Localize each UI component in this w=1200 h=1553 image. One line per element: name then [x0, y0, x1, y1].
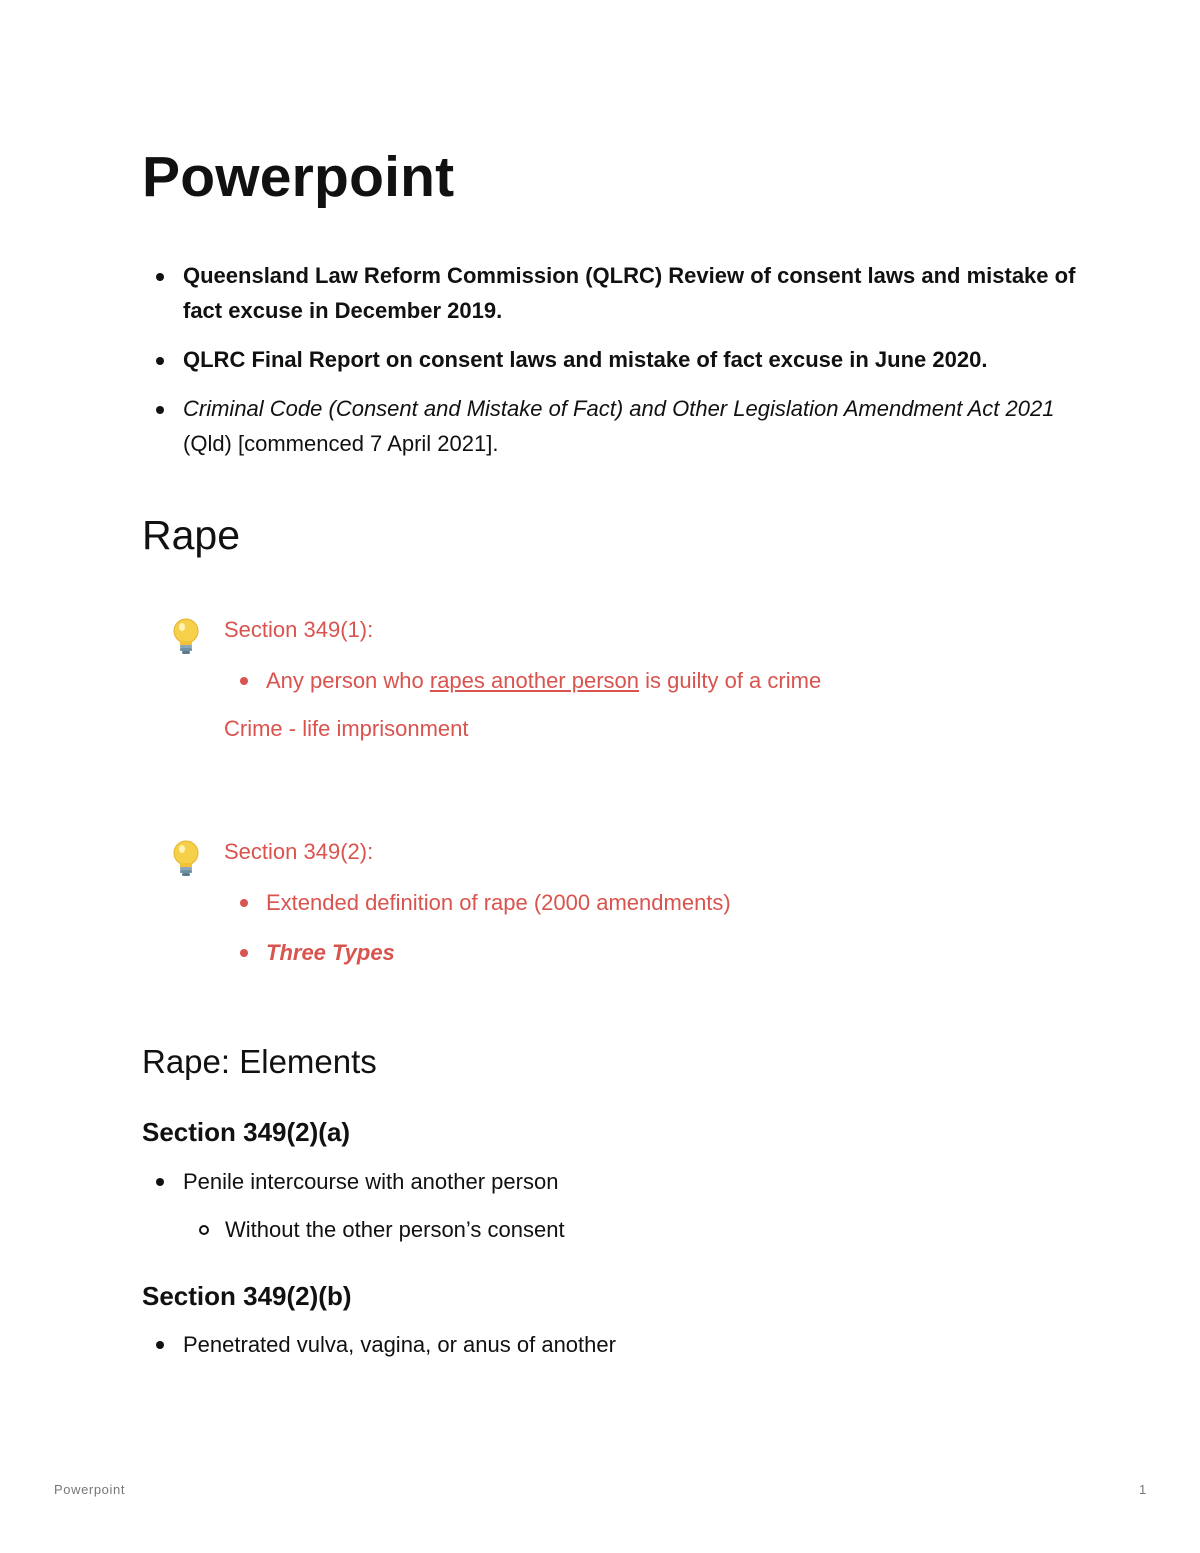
lightbulb-icon: [168, 838, 204, 878]
list-item: Penetrated vulva, vagina, or anus of another: [142, 1327, 616, 1363]
rape-heading: Rape: [142, 512, 241, 558]
elements-heading: Rape: Elements: [142, 1043, 377, 1080]
list-item: Penile intercourse with another person: [142, 1164, 565, 1200]
callout-list: [224, 885, 731, 985]
list-item: QLRC Final Report on consent laws and mistake of fact excuse in June 2020.: [142, 342, 1082, 377]
callout-heading: Section 349(1):: [224, 617, 374, 642]
list-item: Three Types: [224, 935, 731, 971]
section-heading: Section 349(2)(b): [142, 1281, 352, 1311]
intro-list: [142, 258, 1082, 475]
callout-list: [224, 663, 821, 713]
text-span: is guilty of a crime: [639, 668, 822, 693]
list-item: [224, 663, 821, 699]
callout-note: Crime - life imprisonment: [224, 716, 469, 741]
page-title: Powerpoint: [142, 145, 455, 209]
section-a-list: [142, 1164, 565, 1248]
act-title: Criminal Code (Consent and Mistake of Fact) and Other Legislation Amendment Act 2021: [183, 396, 1055, 421]
section-b-list: [142, 1327, 616, 1363]
text-span: Any person who: [266, 668, 430, 693]
callout-section-349-1: [168, 612, 1068, 752]
footer-title: Powerpoint: [54, 1482, 126, 1497]
sub-list-item: Without the other person’s consent: [142, 1212, 565, 1248]
lightbulb-icon: [168, 616, 204, 656]
list-item: [142, 391, 1082, 461]
callout-section-349-2: [168, 834, 1068, 984]
page-number: 1: [1139, 1482, 1147, 1497]
section-heading: Section 349(2)(a): [142, 1117, 351, 1147]
list-item: Queensland Law Reform Commission (QLRC) Review of consent laws and mistake of fact excuse in December 2019.: [142, 258, 1082, 328]
list-item: Extended definition of rape (2000 amendments): [224, 885, 731, 921]
callout-heading: Section 349(2):: [224, 839, 374, 864]
act-citation: (Qld) [commenced 7 April 2021].: [183, 431, 499, 456]
underlined-phrase: rapes another person: [429, 668, 640, 693]
